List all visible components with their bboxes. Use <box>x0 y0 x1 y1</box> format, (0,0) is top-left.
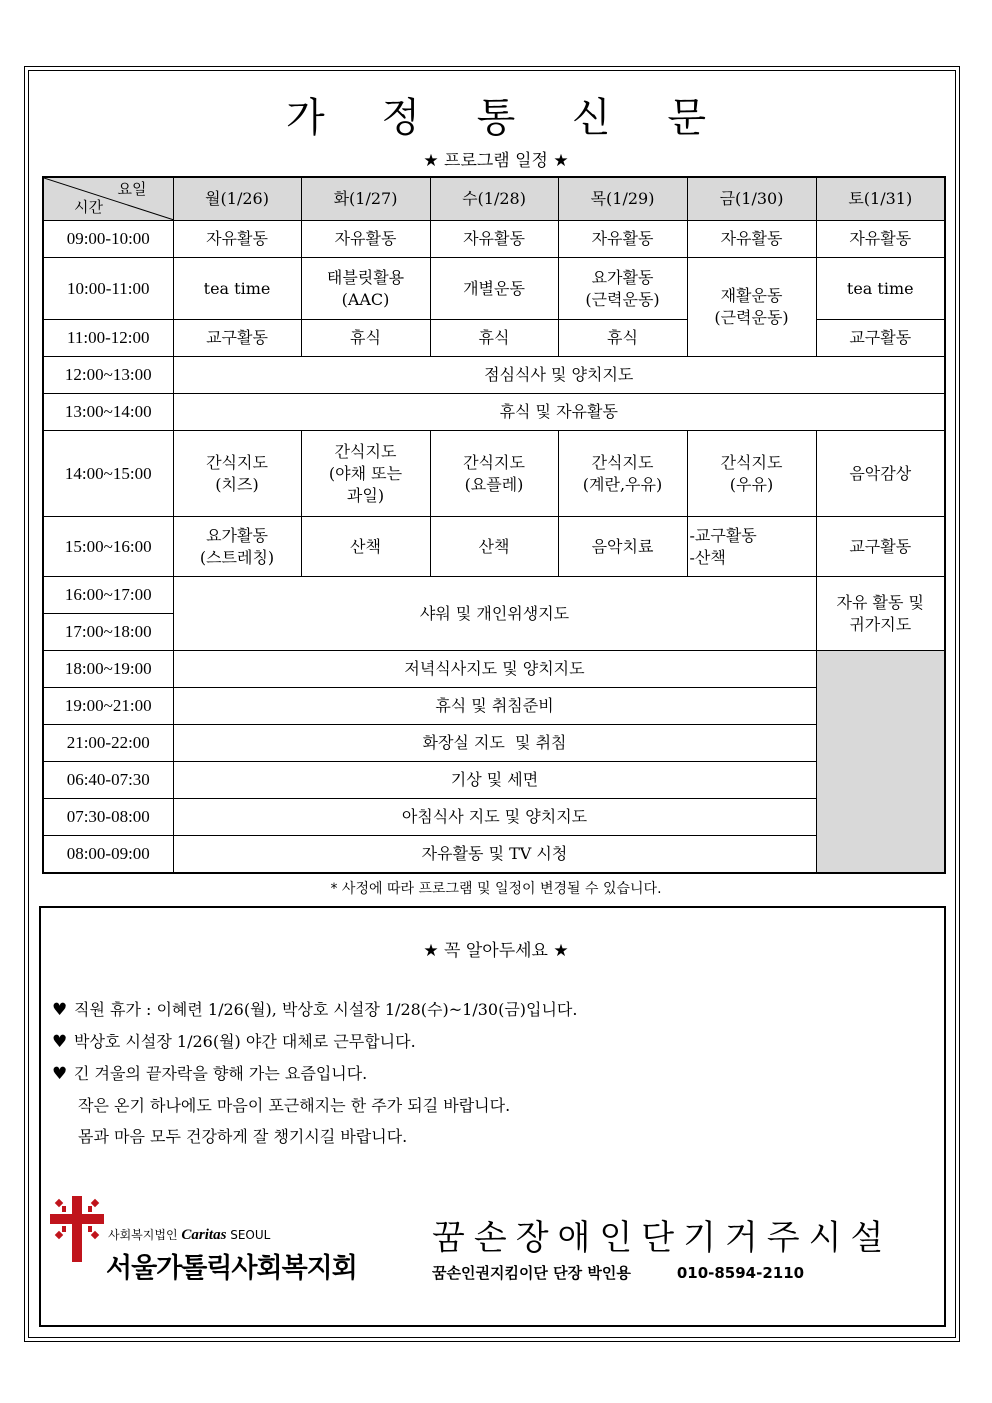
time-cell: 12:00~13:00 <box>43 357 173 394</box>
contact-phone: 010-8594-2110 <box>676 1264 805 1282</box>
notice-list <box>52 994 577 1152</box>
table-row <box>43 431 945 517</box>
activity-cell: 간식지도 (계란,우유) <box>558 431 687 517</box>
list-item <box>52 1026 577 1058</box>
time-cell: 16:00~17:00 <box>43 577 173 614</box>
activity-cell: 요가활동 (스트레칭) <box>173 517 301 577</box>
time-cell: 17:00~18:00 <box>43 614 173 651</box>
activity-cell: 자유 활동 및 귀가지도 <box>816 577 945 651</box>
list-item <box>52 1090 577 1121</box>
logo-subtitle: 사회복지법인 Caritas SEOUL <box>108 1227 271 1243</box>
activity-cell: 재활운동 (근력운동) <box>687 258 816 357</box>
time-cell: 14:00~15:00 <box>43 431 173 517</box>
activity-cell: 자유활동 <box>687 221 816 258</box>
time-cell: 19:00~21:00 <box>43 688 173 725</box>
activity-cell: 저녁식사지도 및 양치지도 <box>173 651 816 688</box>
header-row <box>43 177 945 221</box>
activity-cell: 교구활동 <box>173 320 301 357</box>
activity-cell: 교구활동 <box>816 320 945 357</box>
list-item <box>52 1058 577 1090</box>
activity-cell: 휴식 <box>430 320 558 357</box>
activity-cell: 자유활동 <box>301 221 430 258</box>
time-cell: 21:00-22:00 <box>43 725 173 762</box>
notice-text: 박상호 시설장 1/26(월) 야간 대체로 근무합니다. <box>74 1032 416 1051</box>
time-cell: 18:00~19:00 <box>43 651 173 688</box>
activity-cell: 기상 및 세면 <box>173 762 816 799</box>
table-row <box>43 258 945 320</box>
contact-person: 꿈손인권지킴이단 단장 박인용 <box>432 1264 631 1282</box>
activity-cell: 자유활동 <box>816 221 945 258</box>
activity-cell: 요가활동 (근력운동) <box>558 258 687 320</box>
activity-cell: 자유활동 <box>558 221 687 258</box>
table-row <box>43 651 945 688</box>
table-row <box>43 577 945 614</box>
time-cell: 07:30-08:00 <box>43 799 173 836</box>
corner-day-label: 요일 <box>117 180 147 198</box>
table-row <box>43 517 945 577</box>
corner-time-label: 시간 <box>74 198 103 216</box>
notice-text: 몸과 마음 모두 건강하게 잘 챙기시길 바랍니다. <box>78 1127 408 1146</box>
schedule-table <box>42 176 946 874</box>
activity-cell: 자유활동 및 TV 시청 <box>173 836 816 873</box>
diagonal-line <box>44 178 173 220</box>
table-row <box>43 221 945 258</box>
time-cell: 10:00-11:00 <box>43 258 173 320</box>
corner-cell <box>43 177 173 221</box>
activity-cell: 산책 <box>430 517 558 577</box>
contact-info <box>432 1262 804 1283</box>
day-header: 화(1/27) <box>301 177 430 221</box>
table-row <box>43 725 945 762</box>
notice-text: 직원 휴가 : 이혜련 1/26(월), 박상호 시설장 1/28(수)~1/30(금)입니다. <box>74 1000 578 1019</box>
logo-name: 서울가톨릭사회복지회 <box>106 1253 357 1284</box>
time-cell: 15:00~16:00 <box>43 517 173 577</box>
schedule-subtitle: ★ 프로그램 일정 ★ <box>423 151 569 171</box>
empty-saturday-cell <box>816 651 945 873</box>
activity-cell: 교구활동 <box>816 517 945 577</box>
notice-text: 긴 겨울의 끝자락을 향해 가는 요즘입니다. <box>74 1064 368 1083</box>
activity-cell: 화장실 지도 및 취침 <box>173 725 816 762</box>
activity-cell: -교구활동 -산책 <box>687 517 816 577</box>
activity-cell: tea time <box>173 258 301 320</box>
day-header: 수(1/28) <box>430 177 558 221</box>
activity-cell: 태블릿활용 (AAC) <box>301 258 430 320</box>
page-title: 가 정 통 신 문 <box>285 95 729 141</box>
activity-cell: 간식지도 (요플레) <box>430 431 558 517</box>
time-cell: 11:00-12:00 <box>43 320 173 357</box>
list-item <box>52 1121 577 1152</box>
day-header: 토(1/31) <box>816 177 945 221</box>
time-cell: 08:00-09:00 <box>43 836 173 873</box>
table-row <box>43 762 945 799</box>
table-row <box>43 799 945 836</box>
schedule-change-note: * 사정에 따라 프로그램 및 일정이 변경될 수 있습니다. <box>330 881 662 897</box>
heart-icon: ♥ <box>52 1032 68 1052</box>
table-row <box>43 688 945 725</box>
heart-icon: ♥ <box>52 1064 68 1084</box>
time-cell: 09:00-10:00 <box>43 221 173 258</box>
activity-cell: 간식지도 (우유) <box>687 431 816 517</box>
activity-cell: 음악감상 <box>816 431 945 517</box>
day-header: 목(1/29) <box>558 177 687 221</box>
activity-cell: 간식지도 (야채 또는 과일) <box>301 431 430 517</box>
activity-cell: 휴식 및 자유활동 <box>173 394 945 431</box>
day-header: 월(1/26) <box>173 177 301 221</box>
notice-text: 작은 온기 하나에도 마음이 포근해지는 한 주가 되길 바랍니다. <box>78 1096 511 1115</box>
activity-cell: 휴식 및 취침준비 <box>173 688 816 725</box>
activity-cell: 자유활동 <box>173 221 301 258</box>
table-row <box>43 357 945 394</box>
activity-cell: 자유활동 <box>430 221 558 258</box>
activity-cell: 개별운동 <box>430 258 558 320</box>
activity-cell: 휴식 <box>558 320 687 357</box>
time-cell: 13:00~14:00 <box>43 394 173 431</box>
table-row <box>43 394 945 431</box>
time-cell: 06:40-07:30 <box>43 762 173 799</box>
activity-cell: 샤워 및 개인위생지도 <box>173 577 816 651</box>
activity-cell: 간식지도 (치즈) <box>173 431 301 517</box>
activity-cell: 휴식 <box>301 320 430 357</box>
activity-cell: 점심식사 및 양치지도 <box>173 357 945 394</box>
notice-title: ★ 꼭 알아두세요 ★ <box>423 941 569 961</box>
list-item <box>52 994 577 1026</box>
activity-cell: tea time <box>816 258 945 320</box>
activity-cell: 음악치료 <box>558 517 687 577</box>
heart-icon: ♥ <box>52 1000 68 1020</box>
activity-cell: 아침식사 지도 및 양치지도 <box>173 799 816 836</box>
caritas-cross-logo <box>50 1196 104 1266</box>
table-row <box>43 836 945 873</box>
facility-name: 꿈손장애인단기거주시설 <box>432 1218 893 1258</box>
activity-cell: 산책 <box>301 517 430 577</box>
day-header: 금(1/30) <box>687 177 816 221</box>
cross-icon <box>50 1196 104 1262</box>
